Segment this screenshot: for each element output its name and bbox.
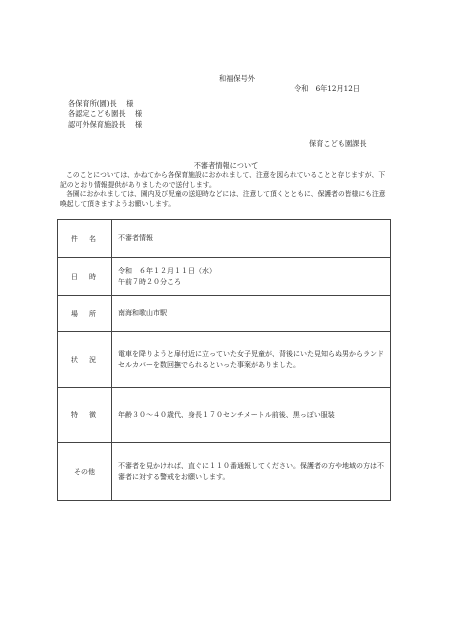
row-value-line: 不審者情報 (118, 234, 153, 243)
row-value (112, 296, 391, 332)
table-row-features (58, 388, 391, 443)
table-row-location (58, 296, 391, 332)
row-value (112, 443, 391, 501)
table-row-subject (58, 220, 391, 258)
row-value (112, 388, 391, 443)
sender: 保育こども園課長 (309, 139, 367, 148)
row-value (112, 220, 391, 258)
doc-number: 和福保号外 (219, 74, 255, 83)
row-value-line: 電車を降りようと扉付近に立っていた女子児童が、背後にいた見知らぬ男からランドセルカバーを数回撫でられるといった事案がありました。 (118, 350, 384, 369)
row-label: 日 時 (58, 258, 112, 296)
row-label: その他 (58, 443, 112, 501)
row-value-line: 年齢３０～４０歳代、身長１７０センチメートル前後、黒っぽい服装 (118, 410, 335, 419)
recipient-unlicensed: 認可外保育施設長 様 (68, 119, 143, 129)
intro-paragraph: このことについては、かねてから各保育施設におかれまして、注意を図られていることと存じますが、下記のとおり情報提供がありましたので送付します。 (60, 171, 386, 189)
row-label: 状 況 (58, 332, 112, 388)
row-value-line: 不審者を見かければ、直ぐに１１０番通報してください。保護者の方や地域の方は不審者に対する警戒をお願いします。 (118, 462, 384, 481)
intro-text (60, 171, 390, 209)
row-value (112, 258, 391, 296)
row-value-line: 令和 ６年１２月１１日（水） (118, 267, 216, 276)
row-value-line: 南海和歌山市駅 (118, 309, 167, 318)
table-row-situation (58, 332, 391, 388)
table-row-other (58, 443, 391, 501)
row-label: 場 所 (58, 296, 112, 332)
recipient-kodomoen: 各認定こども園長 様 (68, 109, 143, 119)
row-value-line: 午前７時２０分ころ (118, 277, 181, 286)
intro-paragraph: 各園におかれましては、園内及び児童の送迎時などには、注意して頂くとともに、保護者の皆様にも注意喚起して頂きますようお願いします。 (60, 190, 386, 208)
recipient-list (68, 99, 142, 130)
row-value (112, 332, 391, 388)
document-title: 不審者情報について (193, 161, 259, 170)
doc-date: 令和 6年12月12日 (294, 84, 360, 93)
recipient-nursery: 各保育所(園)長 様 (68, 99, 134, 108)
row-label: 特 徴 (58, 388, 112, 443)
info-table (57, 219, 391, 501)
table-row-datetime (58, 258, 391, 296)
row-label: 件 名 (58, 220, 112, 258)
